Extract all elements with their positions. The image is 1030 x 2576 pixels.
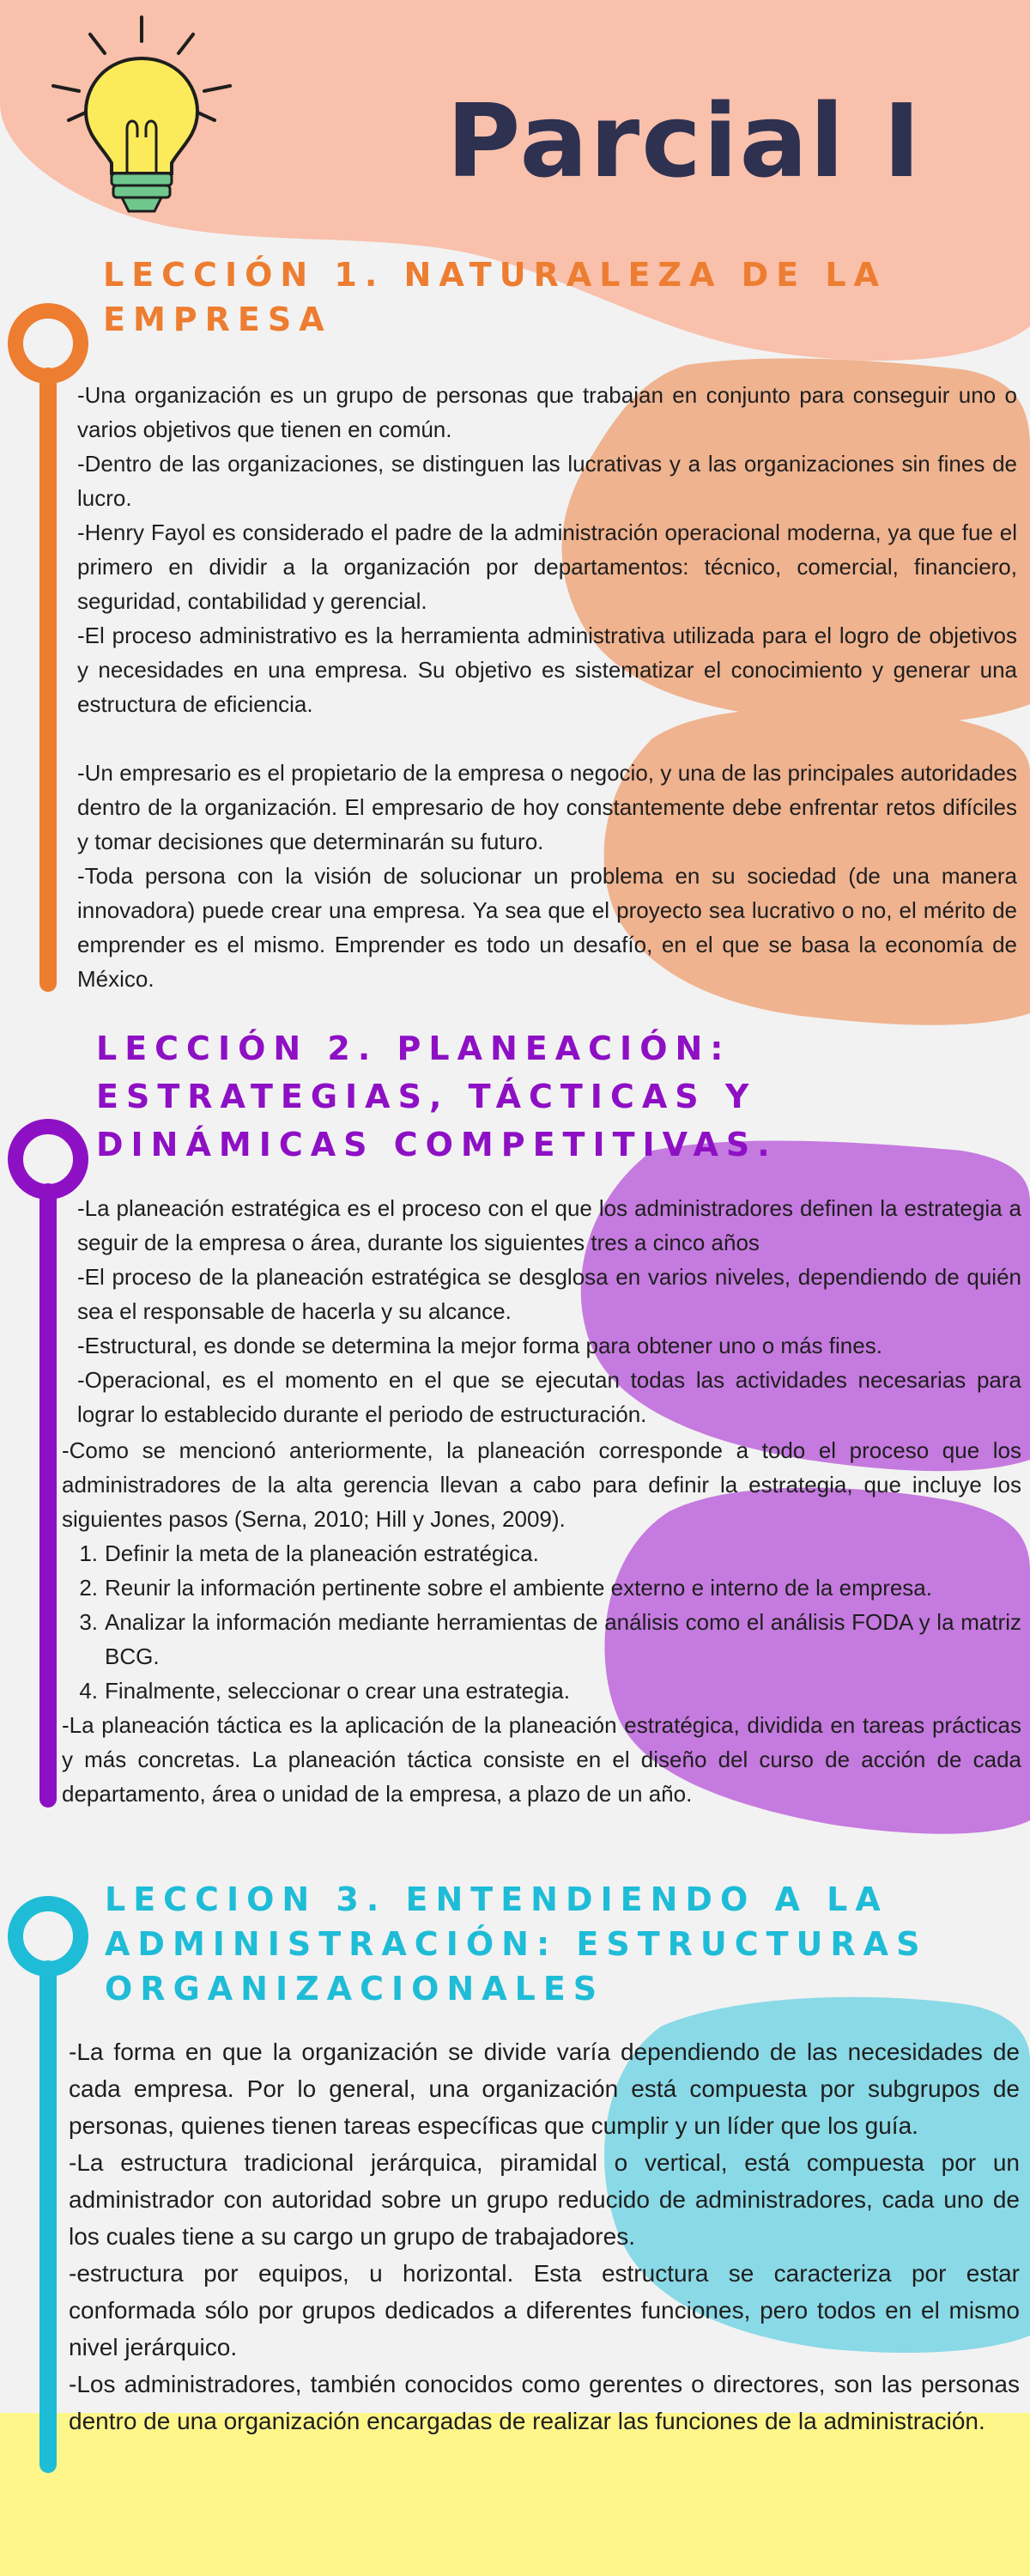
lesson2-closing: -La planeación táctica es la aplicación de la planeación estratégica, dividida en tareas prácticas y más concretas. La planeación táctica consiste en el diseño del curso de acción de cada departamento, área o unidad de la empresa, a plazo de un año. bbox=[62, 1712, 1021, 1807]
lesson1-body bbox=[77, 378, 1017, 996]
list-item bbox=[62, 1536, 1021, 1571]
step-number: 1. bbox=[79, 1540, 98, 1566]
lesson2-paragraph: -Estructural, es donde se determina la mejor forma para obtener uno o más fines. bbox=[77, 1333, 882, 1358]
lesson1-paragraph: -El proceso administrativo es la herramienta administrativa utilizada para el logro de objetivos y necesidades en una empresa. Su objetivo es sistematizar el conocimiento y generar una estructura de eficiencia. bbox=[77, 623, 1017, 717]
lesson1-paragraph: -Toda persona con la visión de solucionar un problema en su sociedad (de una manera innovadora) puede crear una empresa. Ya sea que el proyecto sea lucrativo o no, el mérito de emprender es el mismo. Emprender es todo un desafío, en el que se basa la economía de México. bbox=[77, 863, 1017, 992]
list-item bbox=[62, 1674, 1021, 1708]
lesson3-paragraph: -La forma en que la organización se divide varía dependiendo de las necesidades de cada empresa. Por lo general, una organización está compuesta por subgrupos de personas, quienes tienen tareas específicas que cumplir y un líder que los guía. bbox=[69, 2038, 1020, 2139]
lesson1-paragraph: -Un empresario es el propietario de la empresa o negocio, y una de las principales autoridades dentro de la organización. El empresario de hoy constantemente debe enfrentar retos difíciles y tomar decisiones que determinarán su futuro. bbox=[77, 760, 1017, 854]
lesson3-title bbox=[105, 1877, 1015, 2011]
list-item bbox=[62, 1605, 1021, 1674]
lesson3-title-line: LECCION 3. ENTENDIENDO A LA bbox=[105, 1880, 888, 1918]
lesson2-steps-block bbox=[62, 1433, 1021, 1811]
lesson1-paragraph: -Henry Fayol es considerado el padre de la administración operacional moderna, ya que fue el primero en dividir a la organización por departamentos: técnico, comercial, financiero, seguridad, contabilidad y gerencial. bbox=[77, 519, 1017, 614]
lesson3-paragraph: -estructura por equipos, u horizontal. Esta estructura se caracteriza por estar conformada sólo por grupos dedicados a diferentes funciones, pero todos en el mismo nivel jerárquico. bbox=[69, 2260, 1020, 2360]
step-text: Definir la meta de la planeación estratégica. bbox=[105, 1540, 539, 1566]
lesson3-paragraph: -La estructura tradicional jerárquica, piramidal o vertical, está compuesta por un administrador con autoridad sobre un grupo reducido de administradores, cada uno de los cuales tiene a su cargo un grupo de trabajadores. bbox=[69, 2149, 1020, 2250]
lesson2-paragraph: -Operacional, es el momento en el que se ejecutan todas las actividades necesarias para lograr lo establecido durante el periodo de estructuración. bbox=[77, 1367, 1021, 1427]
lesson1-title bbox=[103, 252, 1013, 342]
lesson1-timeline bbox=[0, 301, 94, 996]
lesson3-timeline bbox=[0, 1893, 94, 2477]
lesson3-title-line: ADMINISTRACIÓN: ESTRUCTURAS bbox=[105, 1925, 928, 1963]
lightbulb-icon bbox=[43, 9, 240, 215]
lesson2-timeline bbox=[0, 1116, 94, 1812]
lesson1-paragraph: -Una organización es un grupo de personas que trabajan en conjunto para conseguir uno o varios objetivos que tienen en común. bbox=[77, 382, 1017, 442]
lesson2-body bbox=[77, 1191, 1021, 1431]
step-text: Reunir la información pertinente sobre el ambiente externo e interno de la empresa. bbox=[105, 1575, 932, 1601]
list-item bbox=[62, 1571, 1021, 1605]
step-number: 4. bbox=[79, 1678, 98, 1704]
lesson2-title-line: DINÁMICAS COMPETITIVAS. bbox=[96, 1126, 778, 1163]
step-text: Analizar la información mediante herramientas de análisis como el análisis FODA y la matriz BCG. bbox=[105, 1609, 1021, 1669]
lesson3-body bbox=[69, 2033, 1020, 2439]
lesson2-intro: -Como se mencionó anteriormente, la planeación corresponde a todo el proceso que los administradores de la alta gerencia llevan a cabo para definir la estrategia, que incluye los siguientes pasos (Serna, 2010; Hill y Jones, 2009). bbox=[62, 1437, 1021, 1532]
lesson1-paragraph: -Dentro de las organizaciones, se distinguen las lucrativas y a las organizaciones sin fines de lucro. bbox=[77, 451, 1017, 511]
lesson2-steps-list bbox=[62, 1536, 1021, 1708]
lesson2-paragraph: -La planeación estratégica es el proceso con el que los administradores definen la estrategia a seguir de la empresa o área, durante los siguientes tres a cinco años bbox=[77, 1195, 1021, 1255]
lesson3-title-line: ORGANIZACIONALES bbox=[105, 1970, 605, 2008]
page-title: Parcial I bbox=[446, 82, 923, 200]
lesson2-paragraph: -El proceso de la planeación estratégica se desglosa en varios niveles, dependiendo de quién sea el responsable de hacerla y su alcance. bbox=[77, 1264, 1021, 1324]
lesson1-title-line: LECCIÓN 1. NATURALEZA DE LA bbox=[103, 256, 887, 294]
lesson2-title-line: LECCIÓN 2. PLANEACIÓN: bbox=[96, 1030, 731, 1067]
step-text: Finalmente, seleccionar o crear una estrategia. bbox=[105, 1678, 570, 1704]
lesson1-title-line: EMPRESA bbox=[103, 301, 332, 338]
lesson2-title-line: ESTRATEGIAS, TÁCTICAS Y bbox=[96, 1078, 757, 1115]
lesson2-title bbox=[96, 1024, 1006, 1169]
step-number: 3. bbox=[79, 1609, 98, 1635]
step-number: 2. bbox=[79, 1575, 98, 1601]
lesson3-paragraph: -Los administradores, también conocidos como gerentes o directores, son las personas dentro de una organización encargadas de realizar las funciones de la administración. bbox=[69, 2371, 1020, 2434]
